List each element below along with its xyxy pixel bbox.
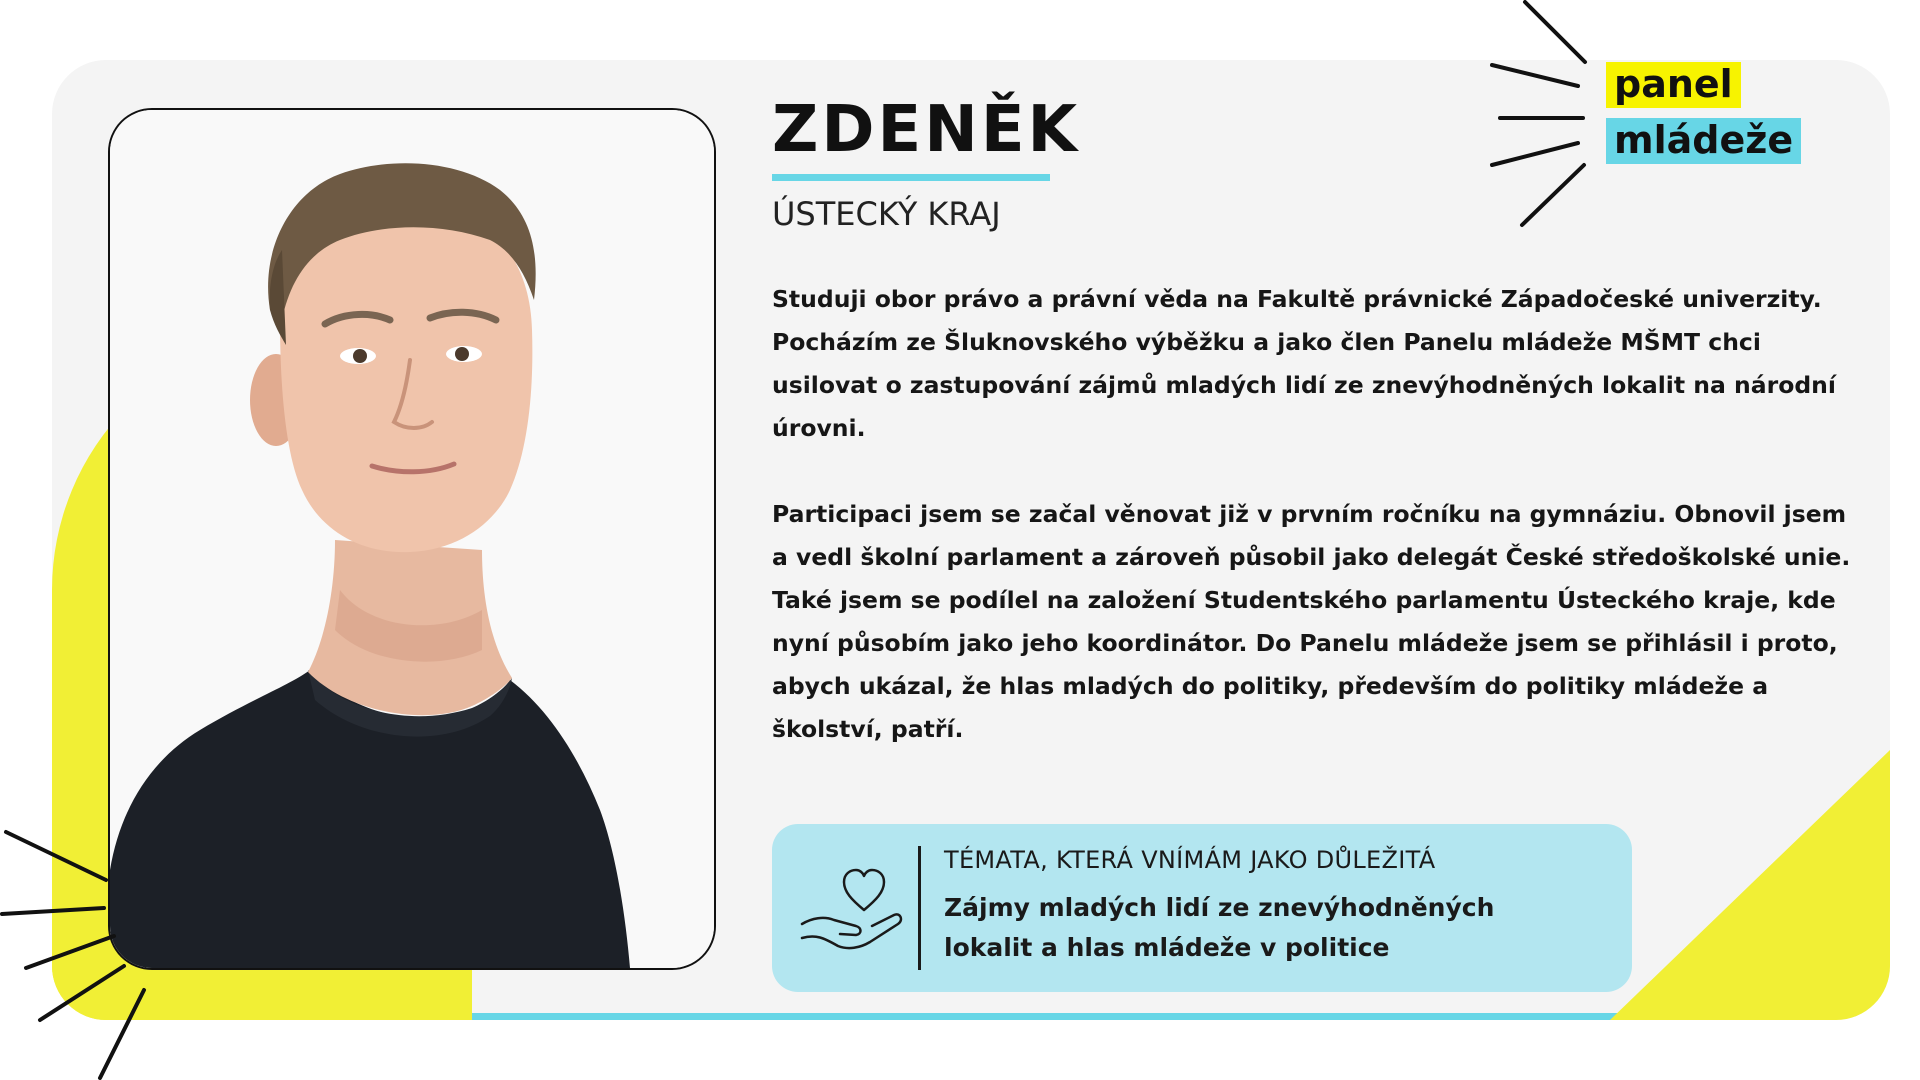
yellow-corner-triangle [1610, 750, 1890, 1020]
bio-paragraph-2: Participaci jsem se začal věnovat již v prvním ročníku na gymnáziu. Obnovil jsem a vedl školní parlament a zároveň působil jako delegát České středoškolské unie. Také jsem se podílel na založení Studentského parlamentu Ústeckého kraje, kde nyní působím jako jeho koordinátor. Do Panelu mládeže jsem se přihlásil i proto, abych ukázal, že hlas mladých do politiky, především do politiky mládeže a školství, patří. [772, 500, 1851, 743]
logo-line-mladeze: mládeže [1606, 118, 1801, 164]
burst-decoration-top-right [1480, 0, 1600, 230]
cyan-accent-line [472, 1013, 1672, 1020]
portrait-photo [110, 110, 714, 968]
topics-box [772, 824, 1632, 992]
profile-photo [108, 108, 716, 970]
person-name: ZDENĚK [772, 93, 1081, 167]
bio-text [772, 278, 1862, 751]
topics-heading: TÉMATA, KTERÁ VNÍMÁM JAKO DŮLEŽITÁ [944, 846, 1436, 874]
topics-divider [918, 846, 921, 970]
heart-in-hand-icon [798, 862, 908, 962]
bio-paragraph-1: Studuji obor právo a právní věda na Fakultě právnické Západočeské univerzity. Pocházím ze Šluknovského výběžku a jako člen Panelu mládeže MŠMT chci usilovat o zastupování zájmů mladých lidí ze znevýhodněných lokalit na národní úrovni. [772, 285, 1836, 442]
topics-text: Zájmy mladých lidí ze znevýhodněných lokalit a hlas mládeže v politice [944, 893, 1495, 962]
logo-line-panel: panel [1606, 62, 1741, 108]
person-region: ÚSTECKÝ KRAJ [772, 195, 1001, 233]
name-underline [772, 174, 1050, 181]
burst-decoration-bottom-left [0, 820, 160, 1080]
